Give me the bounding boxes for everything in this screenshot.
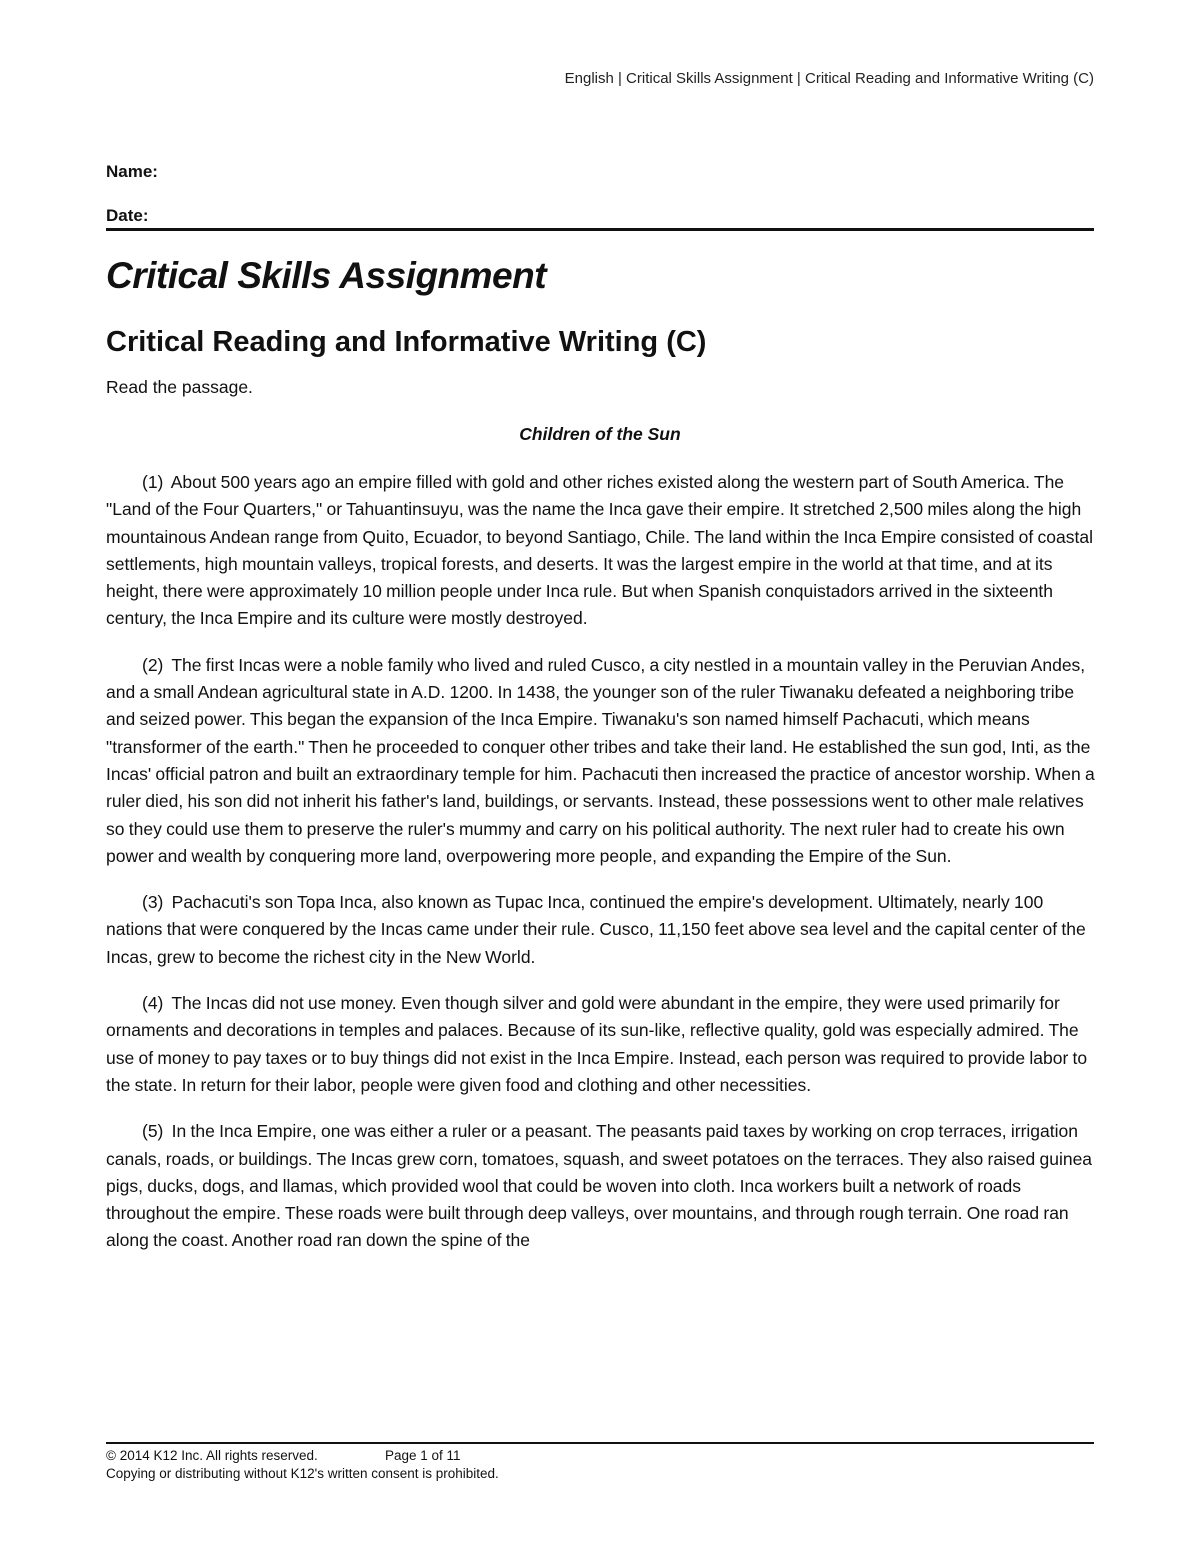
paragraph-text: In the Inca Empire, one was either a ruler or a peasant. The peasants paid taxes by working on crop terraces, irrigation canals, roads, or buildings. The Incas grew corn, tomatoes, squash, and sweet potatoes on the terraces. They also raised guinea pigs, ducks, dogs, and llamas, which provided wool that could be woven into cloth. Inca workers built a network of roads throughout the empire. These roads were built through deep valleys, over mountains, and through rough terrain. One road ran along the coast. Another road ran down the spine of the	[106, 1121, 1093, 1251]
passage-paragraph	[106, 990, 1100, 1099]
date-label: Date:	[106, 206, 149, 225]
running-header: English | Critical Skills Assignment | Critical Reading and Informative Writing (C)	[564, 70, 1094, 87]
footer-page-number: Page 1 of 11	[385, 1448, 461, 1463]
page-title: Critical Skills Assignment	[106, 255, 547, 296]
paragraph-number: (2)	[142, 654, 164, 675]
paragraph-number: (4)	[142, 993, 164, 1014]
name-label: Name:	[106, 162, 158, 181]
paragraph-number: (3)	[142, 892, 164, 913]
passage-paragraph	[106, 1118, 1100, 1254]
passage-title: Children of the Sun	[519, 424, 681, 444]
paragraph-text: The Incas did not use money. Even though silver and gold were abundant in the empire, they were used primarily for ornaments and decorations in temples and palaces. Because of its sun-like, reflective quality, gold was especially admired. The use of money to pay taxes or to buy things did not exist in the Inca Empire. Instead, each person was required to provide labor to the state. In return for their labor, people were given food and clothing and other necessities.	[106, 993, 1088, 1095]
footer-notice: Copying or distributing without K12's written consent is prohibited.	[106, 1466, 499, 1481]
passage-body	[106, 469, 1100, 1274]
footer-divider	[106, 1442, 1094, 1444]
instruction-text: Read the passage.	[106, 377, 253, 397]
paragraph-number: (1)	[142, 472, 164, 492]
paragraph-text: The first Incas were a noble family who lived and ruled Cusco, a city nestled in a mountain valley in the Peruvian Andes, and a small Andean agricultural state in A.D. 1200. In 1438, the younger son of the ruler Tiwanaku defeated a neighboring tribe and seized power. This began the expansion of the Inca Empire. Tiwanaku's son named himself Pachacuti, which means "transformer of the earth." Then he proceeded to conquer other tribes and take their land. He established the sun god, Inti, as the Incas' official patron and built an extraordinary temple for him. Pachacuti then increased the practice of ancestor worship. When a ruler died, his son did not inherit his father's land, buildings, or servants. Instead, these possessions went to other male relatives so they could use them to preserve the ruler's mummy and carry on his political authority. The next ruler had to create his own power and wealth by conquering more land, overpowering more people, and expanding the Empire of the Sun.	[106, 654, 1095, 866]
passage-paragraph	[106, 652, 1100, 870]
header-divider	[106, 228, 1094, 231]
footer-copyright: © 2014 K12 Inc. All rights reserved.	[106, 1448, 318, 1463]
passage-paragraph	[106, 469, 1100, 633]
paragraph-number: (5)	[142, 1121, 164, 1142]
passage-paragraph	[106, 889, 1100, 971]
page-subtitle: Critical Reading and Informative Writing (C)	[106, 326, 707, 358]
paragraph-text: Pachacuti's son Topa Inca, also known as Tupac Inca, continued the empire's development. Ultimately, nearly 100 nations that were conquered by the Incas came under their rule. Cusco, 11,150 feet above sea level and the capital center of the Incas, grew to become the richest city in the New World.	[106, 892, 1086, 967]
paragraph-text: About 500 years ago an empire filled with gold and other riches existed along the western part of South America. The "Land of the Four Quarters," or Tahuantinsuyu, was the name the Inca gave their empire. It stretched 2,500 miles along the high mountainous Andean range from Quito, Ecuador, to beyond Santiago, Chile. The land within the Inca Empire consisted of coastal settlements, high mountain valleys, tropical forests, and deserts. It was the largest empire in the world at that time, and at its height, there were approximately 10 million people under Inca rule. But when Spanish conquistadors arrived in the sixteenth century, the Inca Empire and its culture were mostly destroyed.	[106, 472, 1093, 629]
